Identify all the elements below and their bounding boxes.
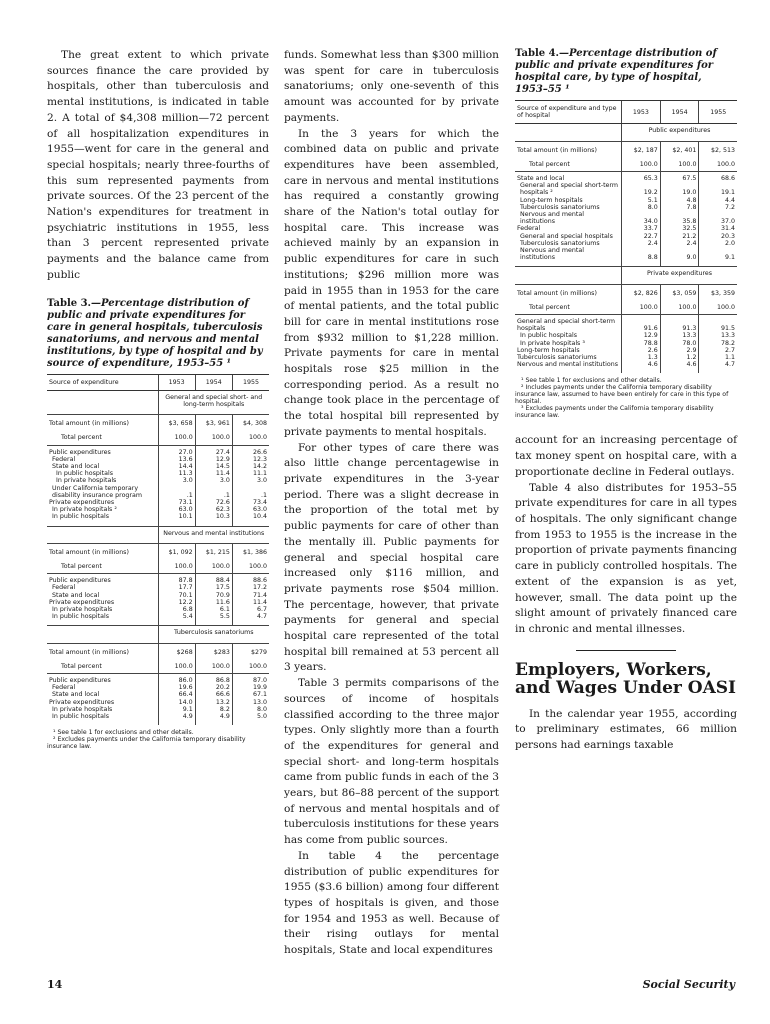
cell-value: 100.0 — [699, 159, 737, 172]
cell-value: 17.2 — [232, 584, 269, 591]
table3 — [47, 374, 269, 726]
table3-year-header: 1954 — [195, 374, 232, 390]
cell-value: 100.0 — [660, 302, 699, 315]
table-row — [47, 485, 269, 499]
row-label: Long-term hospitals — [520, 196, 583, 204]
row-label: In public hospitals — [520, 332, 578, 340]
cell-value: $279 — [232, 643, 269, 661]
spacer-cell — [232, 720, 269, 725]
cell-value: 10.3 — [195, 513, 232, 520]
table-row — [515, 211, 737, 225]
table-row — [515, 240, 737, 247]
table4-caption-label: Table 4. — [515, 48, 560, 59]
row-label: In private hospitals — [52, 705, 113, 713]
table-row — [515, 141, 737, 159]
cell-value: $3, 658 — [158, 415, 195, 433]
cell-value: 87.8 — [158, 574, 195, 585]
cell-value: 11.1 — [232, 470, 269, 477]
row-label: Total amount (in millions) — [49, 420, 129, 428]
table-row — [515, 315, 737, 333]
cell-value: 67.5 — [660, 172, 699, 183]
table3-caption — [47, 298, 269, 370]
row-label: Public expenditures — [49, 577, 111, 585]
cell-value: 14.0 — [158, 699, 195, 706]
cell-value: 65.3 — [622, 172, 661, 183]
cell-value: 19.0 — [660, 182, 699, 196]
paragraph: funds. Somewhat less than $300 million was spent for care in tuberculosis sanatoriums; only one-seventh of this amount was accounted for by private payments. — [284, 49, 499, 124]
cell-value: 7.2 — [699, 204, 737, 211]
cell-value: 100.0 — [158, 432, 195, 445]
table-spacer — [47, 720, 269, 725]
cell-value: 78.2 — [699, 340, 737, 347]
cell-value: 27.4 — [195, 445, 232, 456]
table3-note: ¹ See table 1 for exclusions and other details. — [53, 729, 194, 737]
cell-value: 4.6 — [622, 361, 661, 368]
cell-value: 11.4 — [195, 470, 232, 477]
cell-value: 3.0 — [158, 477, 195, 484]
table-section-header — [47, 390, 269, 414]
cell-value: 13.3 — [660, 332, 699, 339]
table4-year-header: 1953 — [622, 101, 661, 124]
table-row — [47, 599, 269, 606]
cell-value: 20.3 — [699, 233, 737, 240]
cell-value: 8.2 — [195, 706, 232, 713]
cell-value: 9.1 — [699, 247, 737, 261]
row-label: Total percent — [515, 159, 622, 172]
page-number: 14 — [47, 978, 63, 991]
row-label: General and special short-term hospitals — [517, 318, 616, 333]
table-row — [47, 543, 269, 561]
table-row — [47, 574, 269, 585]
cell-value: 26.6 — [232, 445, 269, 456]
table3-notes — [47, 729, 269, 750]
row-label: State and local — [52, 691, 100, 699]
table-row — [47, 432, 269, 445]
cell-value: 88.6 — [232, 574, 269, 585]
row-label: Tuberculosis sanatoriums — [520, 203, 600, 211]
table-row — [47, 592, 269, 599]
cell-value: 35.8 — [660, 211, 699, 225]
cell-value: 37.0 — [699, 211, 737, 225]
cell-value: 4.4 — [699, 197, 737, 204]
table-row — [47, 674, 269, 685]
cell-value: 33.7 — [622, 225, 661, 232]
row-label: Public expenditures — [49, 448, 111, 456]
cell-value: 100.0 — [622, 159, 661, 172]
row-label: In private hospitals — [52, 606, 113, 614]
cell-value: $268 — [158, 643, 195, 661]
cell-value: 100.0 — [195, 432, 232, 445]
row-label: Federal — [52, 455, 76, 463]
row-label: Tuberculosis sanatoriums — [520, 239, 600, 247]
cell-value: 11.3 — [158, 470, 195, 477]
stub-blank — [47, 526, 158, 543]
cell-value: $1, 092 — [158, 543, 195, 561]
cell-value: 86.0 — [158, 674, 195, 685]
row-label: Private expenditures — [49, 598, 115, 606]
cell-value: $3, 961 — [195, 415, 232, 433]
cell-value: 62.3 — [195, 506, 232, 513]
cell-value: 20.2 — [195, 684, 232, 691]
cell-value: 91.5 — [699, 315, 737, 333]
cell-value: .1 — [195, 485, 232, 499]
cell-value: 5.5 — [195, 613, 232, 620]
paragraph: account for an increasing percentage of tax money spent on hospital care, with a proportionate decline in Federal outlays. — [515, 434, 737, 478]
cell-value: 100.0 — [660, 159, 699, 172]
cell-value: 67.1 — [232, 691, 269, 698]
cell-value: 19.1 — [699, 182, 737, 196]
row-label: Total percent — [47, 432, 158, 445]
column-2 — [284, 48, 499, 959]
row-label: Private expenditures — [49, 698, 115, 706]
paragraph: Table 4 also distributes for 1953–55 private expenditures for care in all types of hospitals. The only significant change from 1953 to 1955 is the increase in the proportion of private payments financing care in publicly controlled hospitals. The extent of the expansion is as yet, however, small. The data point up the slight amount of privately financed care in chronic and mental illnesses. — [515, 481, 737, 635]
table-row — [47, 445, 269, 456]
cell-value: 73.4 — [232, 499, 269, 506]
table-row — [47, 470, 269, 477]
spacer-cell — [699, 368, 737, 373]
paragraph: The great extent to which private sources finance the care provided by hospitals, other than tuberculosis and mental institutions, is indicated in table 2. A total of $4,308 million—72 percent of all hospitalization expenditures in 1955—went for care in the general and special hospitals; nearly three-fourths of this sum represented payments from private sources. Of the 23 percent of the Nation's expenditures for treatment in psychiatric institutions in 1955, less than 3 percent represented private payments and the balance came from public — [47, 49, 269, 281]
cell-value: 88.4 — [195, 574, 232, 585]
table-row — [47, 706, 269, 713]
paragraph: Table 3 permits comparisons of the sources of income of hospitals classified according to the three major types. Only slightly more than a fourth of the expenditures for general and special short- and long-term hospitals came from public funds in each of the 3 years, but 86–88 percent of the support of nervous and mental hospitals and of tuberculosis institutions for these years has come from public sources. — [284, 677, 499, 847]
table-section-header — [515, 267, 737, 284]
table4-caption-title: —Percentage distribution of public and private expenditures for hospital care, by type of hospital, 1953–55 ¹ — [515, 48, 717, 95]
paragraph: In the 3 years for which the combined data on public and private expenditures have been assembled, care in nervous and mental institutions has required a constantly growing share of the Nation's total outlay for hospital care. This increase was achieved mainly by an expansion in public expenditures for care in such institutions; $296 million more was paid in 1955 than in 1953 for the care of mental patients, and the total public bill for care in mental institutions rose from $932 million to $1,228 million. Private payments for care in mental hospitals rose $25 million in the corresponding period. As a result no change took place in the percentage of the total hospital bill represented by private payments to mental hospitals. — [284, 127, 499, 438]
table-row — [515, 340, 737, 347]
cell-value: 13.0 — [232, 699, 269, 706]
cell-value: 86.8 — [195, 674, 232, 685]
table4-stub-header: Source of expenditure and type of hospital — [515, 101, 622, 124]
cell-value: 12.9 — [622, 332, 661, 339]
cell-value: 2.7 — [699, 347, 737, 354]
cell-value: 78.8 — [622, 340, 661, 347]
cell-value: 6.8 — [158, 606, 195, 613]
cell-value: 10.4 — [232, 513, 269, 520]
cell-value: 21.2 — [660, 233, 699, 240]
cell-value: 11.4 — [232, 599, 269, 606]
row-label: Total percent — [515, 302, 622, 315]
cell-value: 70.9 — [195, 592, 232, 599]
row-label: Federal — [52, 584, 76, 592]
table-row — [47, 684, 269, 691]
table-section-header — [47, 626, 269, 643]
table4-notes — [515, 377, 737, 419]
row-label: State and local — [517, 175, 565, 183]
table-row — [47, 613, 269, 620]
row-label: In private hospitals ³ — [520, 339, 585, 347]
row-label: General and special short-term hospitals ² — [520, 182, 619, 197]
cell-value: $1, 386 — [232, 543, 269, 561]
row-label: Total percent — [47, 561, 158, 574]
row-label: In public hospitals — [52, 613, 110, 621]
cell-value: 68.6 — [699, 172, 737, 183]
cell-value: 1.3 — [622, 354, 661, 361]
cell-value: 4.7 — [699, 361, 737, 368]
stub-blank — [515, 267, 622, 284]
cell-value: 100.0 — [158, 661, 195, 674]
row-label: Total amount (in millions) — [49, 548, 129, 556]
cell-value: 100.0 — [232, 661, 269, 674]
cell-value: 4.9 — [158, 713, 195, 720]
row-label: In private hospitals — [56, 477, 117, 485]
paragraph: In the calendar year 1955, according to preliminary estimates, 66 million persons had earnings taxable — [515, 707, 737, 752]
cell-value: 19.2 — [622, 182, 661, 196]
table3-stub-header: Source of expenditure — [47, 374, 158, 390]
row-label: Total percent — [47, 661, 158, 674]
table-row — [47, 643, 269, 661]
cell-value: 100.0 — [622, 302, 661, 315]
row-label: Federal — [517, 225, 541, 233]
table-row — [47, 463, 269, 470]
table-row — [47, 477, 269, 484]
cell-value: 13.2 — [195, 699, 232, 706]
row-label: State and local — [52, 591, 100, 599]
journal-name: Social Security — [642, 978, 735, 991]
cell-value: 4.7 — [232, 613, 269, 620]
section-divider — [576, 650, 676, 651]
section-title: Tuberculosis sanatoriums — [158, 626, 269, 643]
cell-value: 17.7 — [158, 584, 195, 591]
table-row — [515, 225, 737, 232]
spacer-cell — [195, 720, 232, 725]
cell-value: $4, 308 — [232, 415, 269, 433]
cell-value: 11.6 — [195, 599, 232, 606]
stub-blank — [47, 626, 158, 643]
cell-value: $1, 215 — [195, 543, 232, 561]
cell-value: $2, 401 — [660, 141, 699, 159]
row-label: Nervous and mental institutions — [520, 247, 584, 262]
section-title: Private expenditures — [622, 267, 737, 284]
stub-blank — [515, 124, 622, 141]
table-row — [47, 561, 269, 574]
cell-value: 13.3 — [699, 332, 737, 339]
row-label: Total amount (in millions) — [49, 648, 129, 656]
row-label: In public hospitals — [56, 470, 114, 478]
paragraph: For other types of care there was also little change percentagewise in private expenditures in the 3-year period. There was a slight decrease in the proportion of the total met by public payments for care of other than the mentally ill. Public payments for general and special hospital care increased only $116 million, and private payments rose $504 million. The percentage, however, that private payments for general and special hospital care represented of the total hospital bill remained at 53 percent all 3 years. — [284, 441, 499, 674]
table-row — [515, 354, 737, 361]
table-row — [47, 606, 269, 613]
cell-value: 9.1 — [158, 706, 195, 713]
table3-note: ² Excludes payments under the California temporary disability insurance law. — [47, 736, 246, 751]
row-label: General and special hospitals — [520, 232, 613, 240]
cell-value: 100.0 — [195, 561, 232, 574]
cell-value: 3.0 — [195, 477, 232, 484]
row-label: Under California temporary disability insurance program — [52, 484, 142, 499]
cell-value: 17.5 — [195, 584, 232, 591]
cell-value: 9.0 — [660, 247, 699, 261]
table4 — [515, 100, 737, 373]
cell-value: 91.6 — [622, 315, 661, 333]
table3-year-header: 1955 — [232, 374, 269, 390]
row-label: Tuberculosis sanatoriums — [517, 354, 597, 362]
cell-value: 2.4 — [622, 240, 661, 247]
table-row — [47, 415, 269, 433]
cell-value: 100.0 — [195, 661, 232, 674]
stub-blank — [47, 390, 158, 414]
row-label: Long-term hospitals — [517, 346, 580, 354]
table4-note: ² Includes payments under the California temporary disability insurance law, assumed to have been entirely for care in this type of hospital. — [515, 384, 729, 406]
cell-value: 34.0 — [622, 211, 661, 225]
table4-year-header: 1954 — [660, 101, 699, 124]
cell-value: 14.4 — [158, 463, 195, 470]
cell-value: 2.4 — [660, 240, 699, 247]
table3-caption-title: —Percentage distribution of public and private expenditures for care in general hospitals, tuberculosis sanatoriums, and nervous and mental institutions, by type of hospital and by source of expenditure, 1953–55 ¹ — [47, 297, 263, 369]
cell-value: 12.3 — [232, 456, 269, 463]
row-label: Total amount (in millions) — [517, 289, 597, 297]
cell-value: $2, 187 — [622, 141, 661, 159]
row-label: In private hospitals ² — [52, 506, 117, 514]
table-row — [515, 302, 737, 315]
cell-value: 100.0 — [158, 561, 195, 574]
cell-value: 100.0 — [232, 561, 269, 574]
table4-caption — [515, 48, 737, 96]
section-title: General and special short- and long-term hospitals — [158, 390, 269, 414]
cell-value: 10.1 — [158, 513, 195, 520]
cell-value: 63.0 — [158, 506, 195, 513]
section-title: Public expenditures — [622, 124, 737, 141]
cell-value: $3, 059 — [660, 284, 699, 302]
table-row — [515, 172, 737, 183]
cell-value: 13.6 — [158, 456, 195, 463]
cell-value: 6.1 — [195, 606, 232, 613]
cell-value: 5.0 — [232, 713, 269, 720]
cell-value: 72.6 — [195, 499, 232, 506]
table-row — [47, 513, 269, 520]
table-row — [47, 691, 269, 698]
row-label: Nervous and mental institutions — [517, 361, 618, 369]
cell-value: 71.4 — [232, 592, 269, 599]
table-row — [515, 247, 737, 261]
table3-year-header: 1953 — [158, 374, 195, 390]
cell-value: 3.0 — [232, 477, 269, 484]
cell-value: 22.7 — [622, 233, 661, 240]
cell-value: 78.0 — [660, 340, 699, 347]
cell-value: 4.9 — [195, 713, 232, 720]
cell-value: 14.5 — [195, 463, 232, 470]
table-row — [515, 204, 737, 211]
paragraph: In table 4 the percentage distribution of public expenditures for 1955 ($3.6 billion) among four different types of hospitals is given, and those for 1954 and 1953 as well. Because of their rising outlays for mental hospitals, State and local expenditures — [284, 849, 499, 957]
table-row — [47, 456, 269, 463]
cell-value: 63.0 — [232, 506, 269, 513]
table3-caption-label: Table 3. — [47, 297, 92, 309]
table-row — [47, 506, 269, 513]
spacer-cell — [660, 368, 699, 373]
cell-value: $283 — [195, 643, 232, 661]
cell-value: 8.0 — [232, 706, 269, 713]
spacer-cell — [47, 720, 158, 725]
cell-value: 1.2 — [660, 354, 699, 361]
cell-value: 4.6 — [660, 361, 699, 368]
column-1 — [47, 48, 269, 750]
row-label: Federal — [52, 684, 76, 692]
cell-value: 2.6 — [622, 347, 661, 354]
table-row — [47, 499, 269, 506]
cell-value: 31.4 — [699, 225, 737, 232]
cell-value: 19.6 — [158, 684, 195, 691]
row-label: Private expenditures — [49, 498, 115, 506]
cell-value: 2.0 — [699, 240, 737, 247]
table-section-header — [47, 526, 269, 543]
cell-value: 73.1 — [158, 499, 195, 506]
table-row — [47, 713, 269, 720]
spacer-cell — [622, 368, 661, 373]
cell-value: 87.0 — [232, 674, 269, 685]
table-row — [47, 661, 269, 674]
table-row — [515, 284, 737, 302]
cell-value: 70.1 — [158, 592, 195, 599]
cell-value: .1 — [158, 485, 195, 499]
cell-value: 100.0 — [232, 432, 269, 445]
cell-value: 7.8 — [660, 204, 699, 211]
row-label: In public hospitals — [52, 513, 110, 521]
cell-value: 100.0 — [699, 302, 737, 315]
table-row — [515, 197, 737, 204]
row-label: In public hospitals — [52, 713, 110, 721]
table-row — [47, 699, 269, 706]
table4-note: ¹ See table 1 for exclusions and other details. — [521, 377, 662, 385]
cell-value: 4.8 — [660, 197, 699, 204]
cell-value: 66.6 — [195, 691, 232, 698]
cell-value: 27.0 — [158, 445, 195, 456]
column-3 — [515, 48, 737, 754]
table4-note: ³ Excludes payments under the California temporary disability insurance law. — [515, 405, 714, 420]
table-row — [515, 182, 737, 196]
row-label: State and local — [52, 462, 100, 470]
table4-year-header: 1955 — [699, 101, 737, 124]
table-row — [47, 584, 269, 591]
cell-value: 5.1 — [622, 197, 661, 204]
row-label: Nervous and mental institutions — [520, 211, 584, 226]
table-row — [515, 159, 737, 172]
cell-value: 2.9 — [660, 347, 699, 354]
row-label: Public expenditures — [49, 677, 111, 685]
row-label: Total amount (in millions) — [517, 146, 597, 154]
spacer-cell — [158, 720, 195, 725]
cell-value: 32.5 — [660, 225, 699, 232]
cell-value: 5.4 — [158, 613, 195, 620]
table-section-header — [515, 124, 737, 141]
cell-value: 19.9 — [232, 684, 269, 691]
table-row — [515, 361, 737, 368]
cell-value: 8.8 — [622, 247, 661, 261]
cell-value: 66.4 — [158, 691, 195, 698]
table-row — [515, 332, 737, 339]
cell-value: 6.7 — [232, 606, 269, 613]
table-spacer — [515, 368, 737, 373]
spacer-cell — [515, 368, 622, 373]
cell-value: .1 — [232, 485, 269, 499]
cell-value: 12.9 — [195, 456, 232, 463]
table-row — [515, 347, 737, 354]
table-row — [515, 233, 737, 240]
cell-value: 1.1 — [699, 354, 737, 361]
cell-value: 14.2 — [232, 463, 269, 470]
cell-value: 8.0 — [622, 204, 661, 211]
cell-value: $2, 826 — [622, 284, 661, 302]
section-heading: Employers, Workers, and Wages Under OASI — [515, 659, 736, 698]
cell-value: $2, 513 — [699, 141, 737, 159]
cell-value: 91.3 — [660, 315, 699, 333]
section-title: Nervous and mental institutions — [158, 526, 269, 543]
cell-value: $3, 359 — [699, 284, 737, 302]
cell-value: 12.2 — [158, 599, 195, 606]
